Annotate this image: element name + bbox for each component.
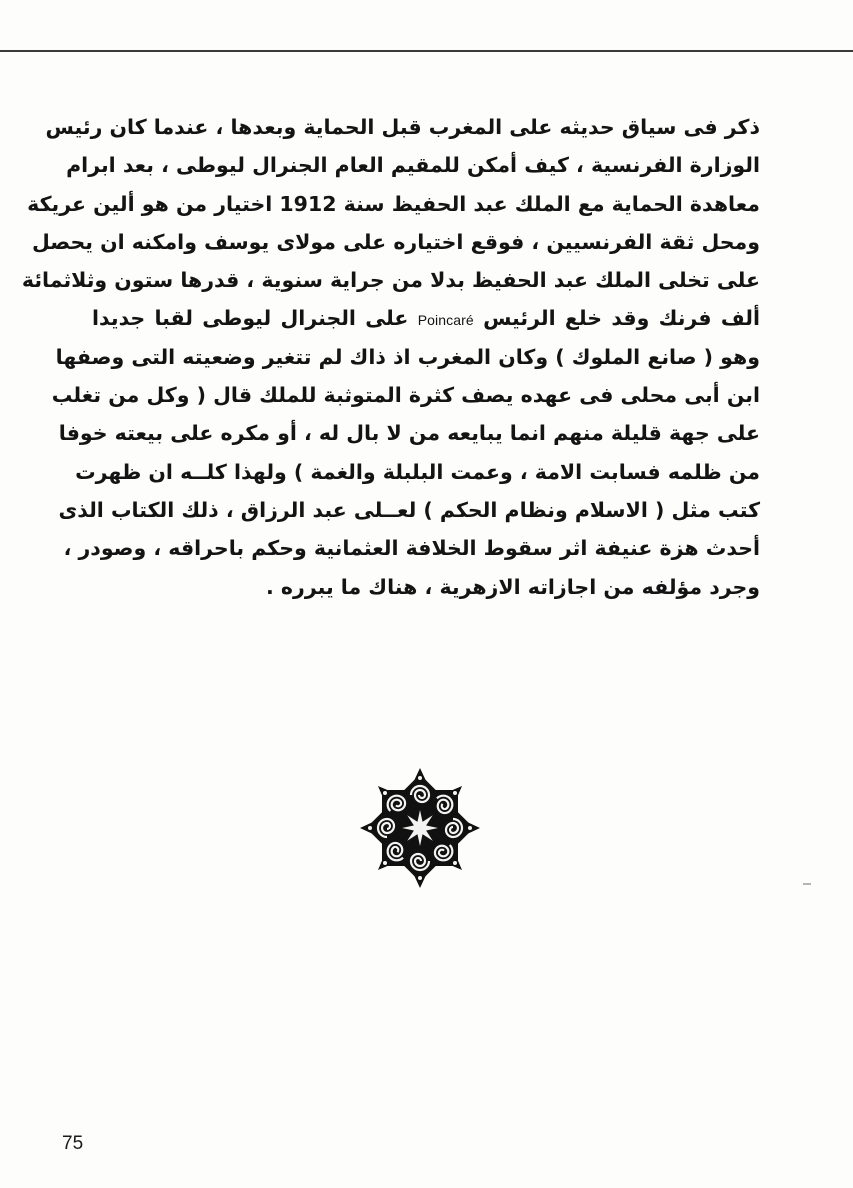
header-rule bbox=[0, 50, 853, 52]
ornament-icon bbox=[358, 766, 482, 890]
latin-name: Poincaré bbox=[417, 312, 474, 329]
text-line: ابن أبى محلى فى عهده يصف كثرة المتوثبة للملك قال ( وكل من تغلب bbox=[51, 383, 760, 408]
text-line: الوزارة الفرنسية ، كيف أمكن للمقيم العام الجنرال ليوطى ، بعد ابرام bbox=[66, 153, 760, 178]
text-line: ألف فرنك وقد خلع الرئيس Poincaré على الجنرال ليوطى لقبا جديدا bbox=[92, 306, 760, 331]
text-line: على جهة قليلة منهم انما يبايعه من لا بال له ، أو مكره على بيعته خوفا bbox=[58, 421, 760, 446]
text-line: ذكر فى سياق حديثه على المغرب قبل الحماية وبعدها ، عندما كان رئيس bbox=[45, 115, 760, 139]
text-line: ومحل ثقة الفرنسيين ، فوقع اختياره على مولاى يوسف وامكنه ان يحصل bbox=[31, 229, 760, 254]
text-line: وهو ( صانع الملوك ) وكان المغرب اذ ذاك لم تتغير وضعيته التى وصفها bbox=[55, 344, 760, 369]
text-line: معاهدة الحماية مع الملك عبد الحفيظ سنة 1912 اختيار من هو ألين عريكة bbox=[27, 191, 760, 216]
page-number: 75 bbox=[62, 1133, 84, 1154]
text-line: كتب مثل ( الاسلام ونظام الحكم ) لعــلى عبد الرزاق ، ذلك الكتاب الذى bbox=[58, 497, 760, 522]
text-line: أحدث هزة عنيفة اثر سقوط الخلافة العثمانية وحكم باحراقه ، وصودر ، bbox=[63, 536, 760, 561]
body-text bbox=[21, 108, 760, 606]
scan-mark bbox=[803, 883, 811, 885]
text-line: وجرد مؤلفه من اجازاته الازهرية ، هناك ما يبرره . bbox=[266, 574, 760, 599]
text-line: على تخلى الملك عبد الحفيظ بدلا من جراية سنوية ، قدرها ستون وثلاثمائة bbox=[21, 268, 760, 293]
text-line: من ظلمه فسابت الامة ، وعمت البلبلة والغمة ) ولهذا كلــه ان ظهرت bbox=[75, 459, 760, 484]
